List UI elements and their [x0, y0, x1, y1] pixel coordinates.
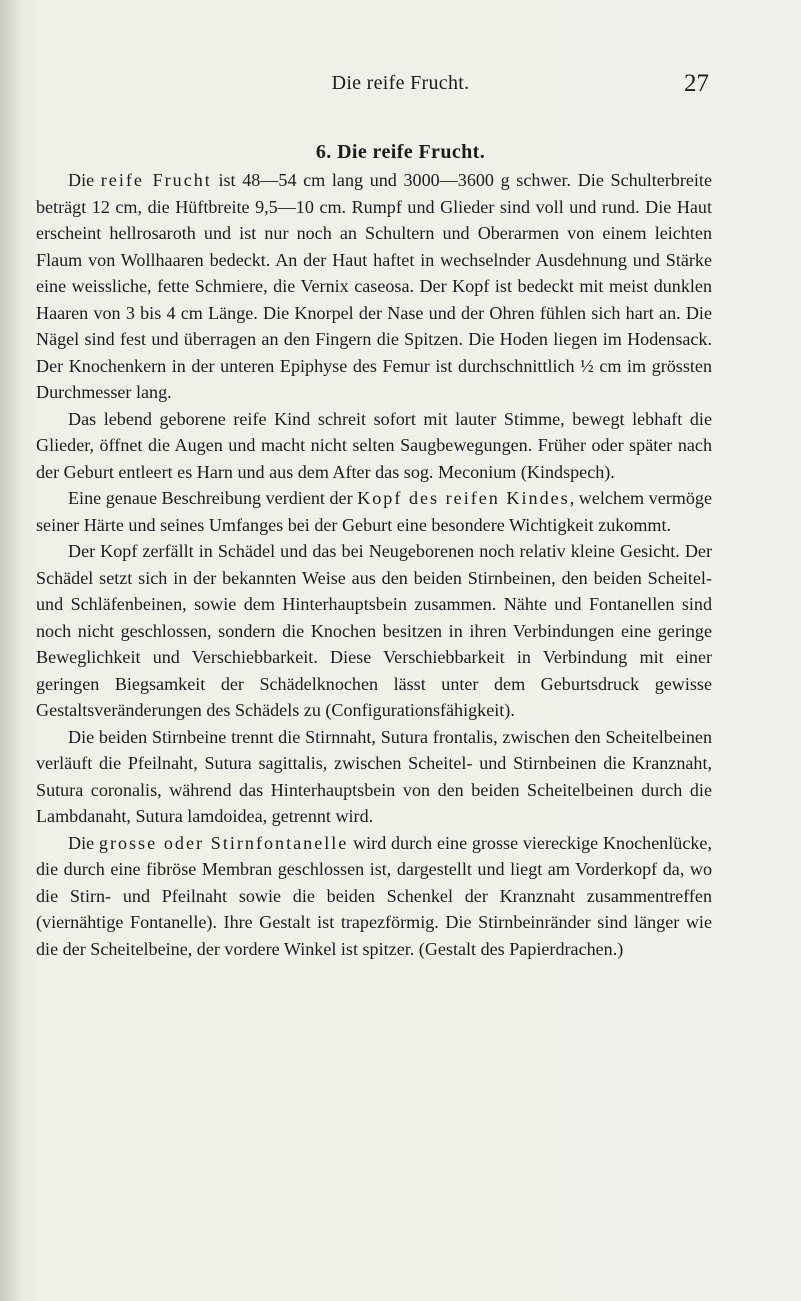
paragraph-text: wird durch eine grosse viereckige Knochenlücke, die durch eine fibröse Membran geschlossen ist, dargestellt und liegt am Vorderkopf da, wo die Stirn- und Pfeilnaht sowie die beiden Schenkel der Kranznaht zusammentreffen (viernähtige Fontanelle). Ihre Gestalt ist trapezförmig. Die Stirnbeinränder sind länger wie die der Scheitelbeine, der vordere Winkel ist spitzer. (Gestalt des Papierdrachen.): [36, 832, 712, 959]
paragraph: [36, 485, 712, 538]
section-heading: [0, 141, 801, 164]
section-number: 6.: [315, 141, 332, 163]
page-number: 27: [684, 70, 709, 97]
paragraph: [36, 167, 712, 406]
paragraph: [36, 724, 712, 830]
paragraph-text: Eine genaue Beschreibung verdient der: [68, 488, 358, 508]
running-title: Die reife Frucht.: [331, 72, 470, 94]
section-title: Die reife Frucht.: [337, 141, 486, 163]
emphasized-term: Kopf des reifen Kindes: [357, 488, 570, 508]
paragraph-text: ist 48—54 cm lang und 3000—3600 g schwer. Die Schulterbreite beträgt 12 cm, die Hüftbreite 9,5—10 cm. Rumpf und Glieder sind voll und rund. Die Haut erscheint hellrosaroth und ist nur noch an Schultern und Oberarmen von einem leichten Flaum von Wollhaaren bedeckt. An der Haut haftet in wechselnder Ausdehnung und Stärke eine weissliche, fette Schmiere, die Vernix caseosa. Der Kopf ist bedeckt mit meist dunklen Haaren von 3 bis 4 cm Länge. Die Knorpel der Nase und der Ohren fühlen sich hart an. Die Nägel sind fest und überragen an den Fingern die Spitzen. Die Hoden liegen im Hodensack. Der Knochenkern in der unteren Epiphyse des Femur ist durchschnittlich ½ cm im grössten Durchmesser lang.: [36, 170, 712, 402]
emphasized-term: grosse oder Stirnfontanelle: [98, 832, 349, 853]
body-text: [36, 167, 712, 962]
paragraph: [36, 406, 712, 486]
binding-shadow: [0, 0, 24, 1301]
paragraph-text: Die: [68, 170, 101, 190]
paragraph-text: Die beiden Stirnbeine trennt die Stirnnaht, Sutura frontalis, zwischen den Scheitelbeinen verläuft die Pfeilnaht, Sutura sagittalis, zwischen Scheitel- und Stirnbeinen die Kranznaht, Sutura coronalis, während das Hinterhauptsbein von den beiden Scheitelbeinen durch die Lambdanaht, Sutura lamdoidea, getrennt wird.: [36, 726, 712, 826]
paragraph-text: , welchem vermöge seiner Härte und seines Umfanges bei der Geburt eine besondere Wichtigkeit zukommt.: [36, 488, 712, 535]
running-head: [0, 70, 801, 100]
paragraph-text: Der Kopf zerfällt in Schädel und das bei Neugeborenen noch relativ kleine Gesicht. Der Schädel setzt sich in der bekannten Weise aus den beiden Stirnbeinen, den beiden Scheitel- und Schläfenbeinen, sowie dem Hinterhauptsbein zusammen. Nähte und Fontanellen sind noch nicht geschlossen, sondern die Knochen besitzen in ihren Verbindungen eine geringe Beweglichkeit und Verschiebbarkeit. Diese Verschiebbarkeit in Verbindung mit einer geringen Biegsamkeit der Schädelknochen lässt unter dem Geburtsdruck gewisse Gestaltsveränderungen des Schädels zu (Configurationsfähigkeit).: [36, 541, 712, 720]
paragraph-text: Das lebend geborene reife Kind schreit sofort mit lauter Stimme, bewegt lebhaft die Glieder, öffnet die Augen und macht nicht selten Saugbewegungen. Früher oder später nach der Geburt entleert es Harn und aus dem After das sog. Meconium (Kindspech).: [36, 408, 712, 482]
paragraph: [36, 538, 712, 724]
paragraph-text: Die: [68, 832, 99, 853]
paragraph: [36, 830, 712, 963]
emphasized-term: reife Frucht: [100, 170, 212, 190]
